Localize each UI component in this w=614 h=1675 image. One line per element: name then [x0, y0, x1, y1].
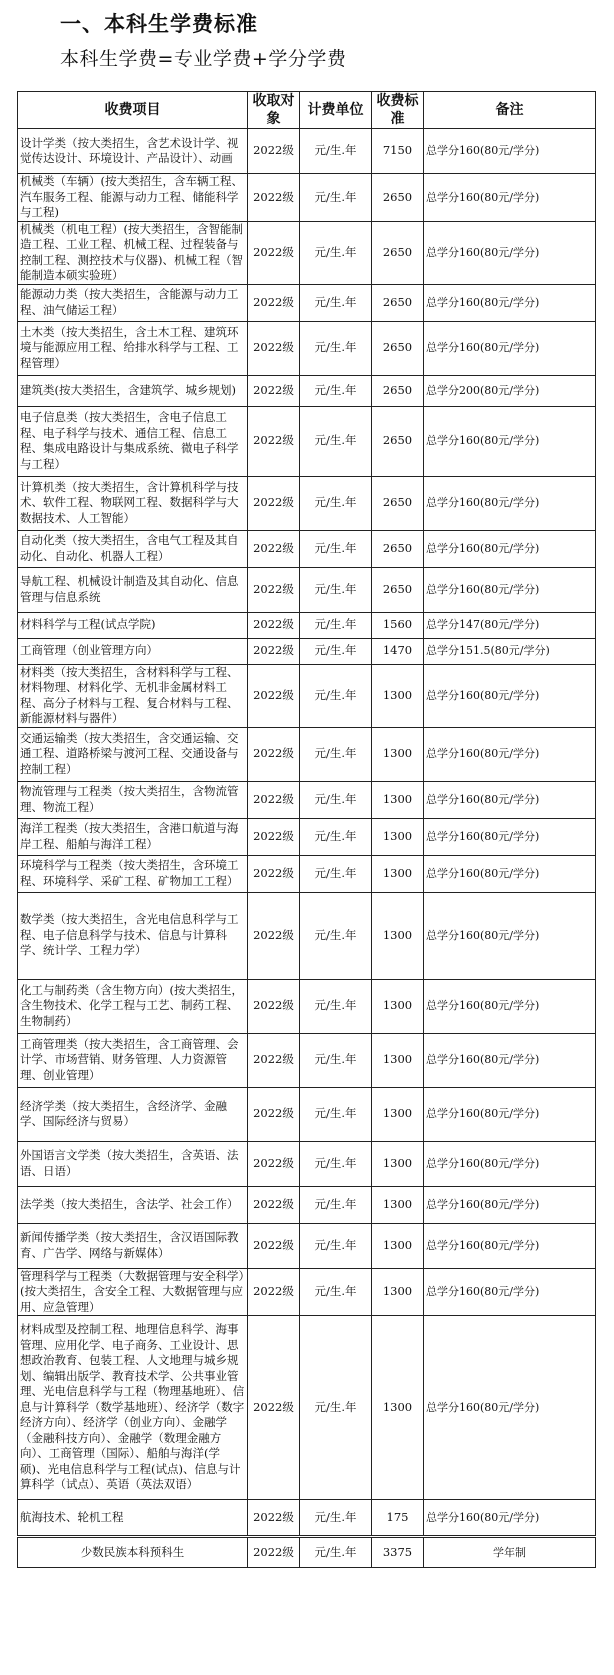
remark-cell: 学年制: [424, 1537, 596, 1568]
fee-item-cell: 导航工程、机械设计制造及其自动化、信息管理与信息系统: [18, 567, 248, 612]
fee-item-cell: 数学类（按大类招生，含光电信息科学与工程、电子信息科学与技术、信息与计算科学、统计学、工程力学）: [18, 892, 248, 979]
unit-cell: 元/生.年: [300, 129, 372, 174]
remark-cell: 总学分160(80元/学分): [424, 818, 596, 855]
table-header-row: [18, 92, 596, 129]
target-cell: 2022级: [248, 476, 300, 530]
fee-item-cell: 计算机类（按大类招生，含计算机科学与技术、软件工程、物联网工程、数据科学与大数据技术、人工智能）: [18, 476, 248, 530]
target-cell: 2022级: [248, 1537, 300, 1568]
target-cell: 2022级: [248, 174, 300, 222]
standard-cell: 1300: [372, 781, 424, 818]
fee-item-cell: 电子信息类（按大类招生，含电子信息工程、电子科学与技术、通信工程、信息工程、集成电路设计与集成系统、微电子科学与工程）: [18, 406, 248, 476]
remark-cell: 总学分160(80元/学分): [424, 855, 596, 892]
unit-cell: 元/生.年: [300, 1087, 372, 1141]
table-row: [18, 321, 596, 375]
unit-cell: 元/生.年: [300, 818, 372, 855]
target-cell: 2022级: [248, 892, 300, 979]
table-row: [18, 1268, 596, 1316]
unit-cell: 元/生.年: [300, 406, 372, 476]
standard-cell: 1300: [372, 1033, 424, 1087]
target-cell: 2022级: [248, 375, 300, 406]
table-row: [18, 530, 596, 567]
remark-cell: 总学分160(80元/学分): [424, 1223, 596, 1268]
fee-item-cell: 物流管理与工程类（按大类招生，含物流管理、物流工程）: [18, 781, 248, 818]
fee-item-cell: 工商管理（创业管理方向）: [18, 638, 248, 664]
header-target: 收取对象: [248, 92, 300, 129]
remark-cell: 总学分200(80元/学分): [424, 375, 596, 406]
target-cell: 2022级: [248, 1268, 300, 1316]
target-cell: 2022级: [248, 1186, 300, 1223]
fee-table-body: [18, 129, 596, 1568]
table-row: [18, 979, 596, 1033]
remark-cell: 总学分160(80元/学分): [424, 1141, 596, 1186]
unit-cell: 元/生.年: [300, 781, 372, 818]
standard-cell: 1300: [372, 1223, 424, 1268]
remark-cell: 总学分160(80元/学分): [424, 1087, 596, 1141]
table-row: [18, 375, 596, 406]
unit-cell: 元/生.年: [300, 612, 372, 638]
unit-cell: 元/生.年: [300, 1268, 372, 1316]
target-cell: 2022级: [248, 612, 300, 638]
fee-item-cell: 海洋工程类（按大类招生，含港口航道与海岸工程、船舶与海洋工程）: [18, 818, 248, 855]
fee-item-cell: 设计学类（按大类招生，含艺术设计学、视觉传达设计、环境设计、产品设计）、动画: [18, 129, 248, 174]
section-title: 一、本科生学费标准: [60, 12, 258, 36]
remark-cell: 总学分160(80元/学分): [424, 727, 596, 781]
unit-cell: 元/生.年: [300, 1500, 372, 1537]
target-cell: 2022级: [248, 321, 300, 375]
unit-cell: 元/生.年: [300, 638, 372, 664]
remark-cell: 总学分160(80元/学分): [424, 1186, 596, 1223]
remark-cell: 总学分160(80元/学分): [424, 530, 596, 567]
target-cell: 2022级: [248, 284, 300, 321]
remark-cell: 总学分160(80元/学分): [424, 892, 596, 979]
unit-cell: 元/生.年: [300, 664, 372, 727]
table-row: [18, 818, 596, 855]
table-row: [18, 1087, 596, 1141]
table-row: [18, 1500, 596, 1537]
header-standard: 收费标准: [372, 92, 424, 129]
unit-cell: 元/生.年: [300, 530, 372, 567]
remark-cell: 总学分160(80元/学分): [424, 284, 596, 321]
table-row: [18, 1537, 596, 1568]
remark-cell: 总学分160(80元/学分): [424, 979, 596, 1033]
target-cell: 2022级: [248, 664, 300, 727]
remark-cell: 总学分147(80元/学分): [424, 612, 596, 638]
fee-item-cell: 法学类（按大类招生，含法学、社会工作）: [18, 1186, 248, 1223]
target-cell: 2022级: [248, 1087, 300, 1141]
table-row: [18, 221, 596, 284]
standard-cell: 2650: [372, 174, 424, 222]
table-row: [18, 174, 596, 222]
table-row: [18, 476, 596, 530]
fee-item-cell: 工商管理类（按大类招生，含工商管理、会计学、市场营销、财务管理、人力资源管理、创业管理）: [18, 1033, 248, 1087]
unit-cell: 元/生.年: [300, 855, 372, 892]
unit-cell: 元/生.年: [300, 1186, 372, 1223]
remark-cell: 总学分160(80元/学分): [424, 1500, 596, 1537]
fee-item-cell: 材料成型及控制工程、地理信息科学、海事管理、应用化学、电子商务、工业设计、思想政治教育、包装工程、人文地理与城乡规划、编辑出版学、教育技术学、公共事业管理、光电信息科学与工程（物理基地班）、信息与计算科学（数学基地班）、经济学（数字经济方向）、经济学（创业方向）、金融学（金融科技方向）、金融学（数理金融方向）、工商管理（国际）、船舶与海洋(学硕)、光电信息科学与工程(试点)、信息与计算科学（试点）、英语（英法双语）: [18, 1316, 248, 1500]
remark-cell: 总学分160(80元/学分): [424, 1033, 596, 1087]
table-row: [18, 1141, 596, 1186]
fee-item-cell: 自动化类（按大类招生，含电气工程及其自动化、自动化、机器人工程）: [18, 530, 248, 567]
remark-cell: 总学分160(80元/学分): [424, 664, 596, 727]
target-cell: 2022级: [248, 818, 300, 855]
unit-cell: 元/生.年: [300, 1316, 372, 1500]
standard-cell: 1300: [372, 1186, 424, 1223]
fee-item-cell: 少数民族本科预科生: [18, 1537, 248, 1568]
standard-cell: 1300: [372, 1268, 424, 1316]
table-row: [18, 1186, 596, 1223]
target-cell: 2022级: [248, 1141, 300, 1186]
target-cell: 2022级: [248, 855, 300, 892]
unit-cell: 元/生.年: [300, 321, 372, 375]
table-row: [18, 129, 596, 174]
standard-cell: 2650: [372, 476, 424, 530]
fee-item-cell: 新闻传播学类（按大类招生，含汉语国际教育、广告学、网络与新媒体）: [18, 1223, 248, 1268]
target-cell: 2022级: [248, 727, 300, 781]
remark-cell: 总学分160(80元/学分): [424, 174, 596, 222]
fee-item-cell: 航海技术、轮机工程: [18, 1500, 248, 1537]
target-cell: 2022级: [248, 406, 300, 476]
standard-cell: 3375: [372, 1537, 424, 1568]
target-cell: 2022级: [248, 1223, 300, 1268]
remark-cell: 总学分160(80元/学分): [424, 406, 596, 476]
standard-cell: 1300: [372, 818, 424, 855]
fee-item-cell: 环境科学与工程类（按大类招生，含环境工程、环境科学、采矿工程、矿物加工工程）: [18, 855, 248, 892]
remark-cell: 总学分160(80元/学分): [424, 567, 596, 612]
remark-cell: 总学分160(80元/学分): [424, 781, 596, 818]
standard-cell: 2650: [372, 221, 424, 284]
standard-cell: 2650: [372, 284, 424, 321]
unit-cell: 元/生.年: [300, 1537, 372, 1568]
unit-cell: 元/生.年: [300, 476, 372, 530]
target-cell: 2022级: [248, 221, 300, 284]
fee-item-cell: 材料类（按大类招生，含材料科学与工程、材料物理、材料化学、无机非金属材料工程、高分子材料与工程、复合材料与工程、新能源材料与器件）: [18, 664, 248, 727]
table-row: [18, 612, 596, 638]
fee-item-cell: 能源动力类（按大类招生，含能源与动力工程、油气储运工程）: [18, 284, 248, 321]
table-row: [18, 1316, 596, 1500]
fee-item-cell: 化工与制药类（含生物方向）(按大类招生，含生物技术、化学工程与工艺、制药工程、生物制药）: [18, 979, 248, 1033]
standard-cell: 1300: [372, 664, 424, 727]
unit-cell: 元/生.年: [300, 979, 372, 1033]
fee-item-cell: 建筑类(按大类招生，含建筑学、城乡规划): [18, 375, 248, 406]
target-cell: 2022级: [248, 781, 300, 818]
standard-cell: 2650: [372, 321, 424, 375]
standard-cell: 2650: [372, 406, 424, 476]
table-row: [18, 664, 596, 727]
standard-cell: 1300: [372, 1087, 424, 1141]
target-cell: 2022级: [248, 567, 300, 612]
standard-cell: 1300: [372, 892, 424, 979]
target-cell: 2022级: [248, 1316, 300, 1500]
table-row: [18, 406, 596, 476]
remark-cell: 总学分160(80元/学分): [424, 129, 596, 174]
standard-cell: 2650: [372, 567, 424, 612]
standard-cell: 1300: [372, 979, 424, 1033]
remark-cell: 总学分160(80元/学分): [424, 321, 596, 375]
unit-cell: 元/生.年: [300, 221, 372, 284]
unit-cell: 元/生.年: [300, 1033, 372, 1087]
unit-cell: 元/生.年: [300, 1141, 372, 1186]
fee-item-cell: 机械类（机电工程）(按大类招生，含智能制造工程、工业工程、机械工程、过程装备与控制工程、测控技术与仪器)、机械工程（智能制造本硕实验班）: [18, 221, 248, 284]
fee-item-cell: 材料科学与工程(试点学院): [18, 612, 248, 638]
table-row: [18, 1033, 596, 1087]
target-cell: 2022级: [248, 530, 300, 567]
table-row: [18, 1223, 596, 1268]
target-cell: 2022级: [248, 979, 300, 1033]
standard-cell: 7150: [372, 129, 424, 174]
table-row: [18, 567, 596, 612]
table-row: [18, 781, 596, 818]
unit-cell: 元/生.年: [300, 1223, 372, 1268]
remark-cell: 总学分151.5(80元/学分): [424, 638, 596, 664]
unit-cell: 元/生.年: [300, 567, 372, 612]
fee-item-cell: 外国语言文学类（按大类招生，含英语、法语、日语）: [18, 1141, 248, 1186]
standard-cell: 1470: [372, 638, 424, 664]
fee-item-cell: 土木类（按大类招生，含土木工程、建筑环境与能源应用工程、给排水科学与工程、工程管理）: [18, 321, 248, 375]
header-remark: 备注: [424, 92, 596, 129]
target-cell: 2022级: [248, 1500, 300, 1537]
standard-cell: 2650: [372, 530, 424, 567]
table-row: [18, 727, 596, 781]
table-row: [18, 892, 596, 979]
fee-item-cell: 管理科学与工程类（大数据管理与安全科学）(按大类招生，含安全工程、大数据管理与应用、应急管理）: [18, 1268, 248, 1316]
unit-cell: 元/生.年: [300, 284, 372, 321]
standard-cell: 1300: [372, 1316, 424, 1500]
standard-cell: 1300: [372, 727, 424, 781]
unit-cell: 元/生.年: [300, 892, 372, 979]
table-row: [18, 855, 596, 892]
target-cell: 2022级: [248, 638, 300, 664]
table-row: [18, 638, 596, 664]
remark-cell: 总学分160(80元/学分): [424, 1268, 596, 1316]
unit-cell: 元/生.年: [300, 727, 372, 781]
table-row: [18, 284, 596, 321]
fee-item-cell: 机械类（车辆）(按大类招生，含车辆工程、汽车服务工程、能源与动力工程、储能科学与工程): [18, 174, 248, 222]
header-unit: 计费单位: [300, 92, 372, 129]
standard-cell: 1560: [372, 612, 424, 638]
standard-cell: 1300: [372, 855, 424, 892]
standard-cell: 175: [372, 1500, 424, 1537]
header-item: 收费项目: [18, 92, 248, 129]
standard-cell: 2650: [372, 375, 424, 406]
fee-table: [17, 91, 596, 1568]
remark-cell: 总学分160(80元/学分): [424, 476, 596, 530]
remark-cell: 总学分160(80元/学分): [424, 1316, 596, 1500]
fee-formula: 本科生学费=专业学费+学分学费: [60, 48, 347, 70]
unit-cell: 元/生.年: [300, 375, 372, 406]
fee-item-cell: 经济学类（按大类招生，含经济学、金融学、国际经济与贸易）: [18, 1087, 248, 1141]
standard-cell: 1300: [372, 1141, 424, 1186]
unit-cell: 元/生.年: [300, 174, 372, 222]
target-cell: 2022级: [248, 129, 300, 174]
remark-cell: 总学分160(80元/学分): [424, 221, 596, 284]
target-cell: 2022级: [248, 1033, 300, 1087]
fee-item-cell: 交通运输类（按大类招生，含交通运输、交通工程、道路桥梁与渡河工程、交通设备与控制工程）: [18, 727, 248, 781]
